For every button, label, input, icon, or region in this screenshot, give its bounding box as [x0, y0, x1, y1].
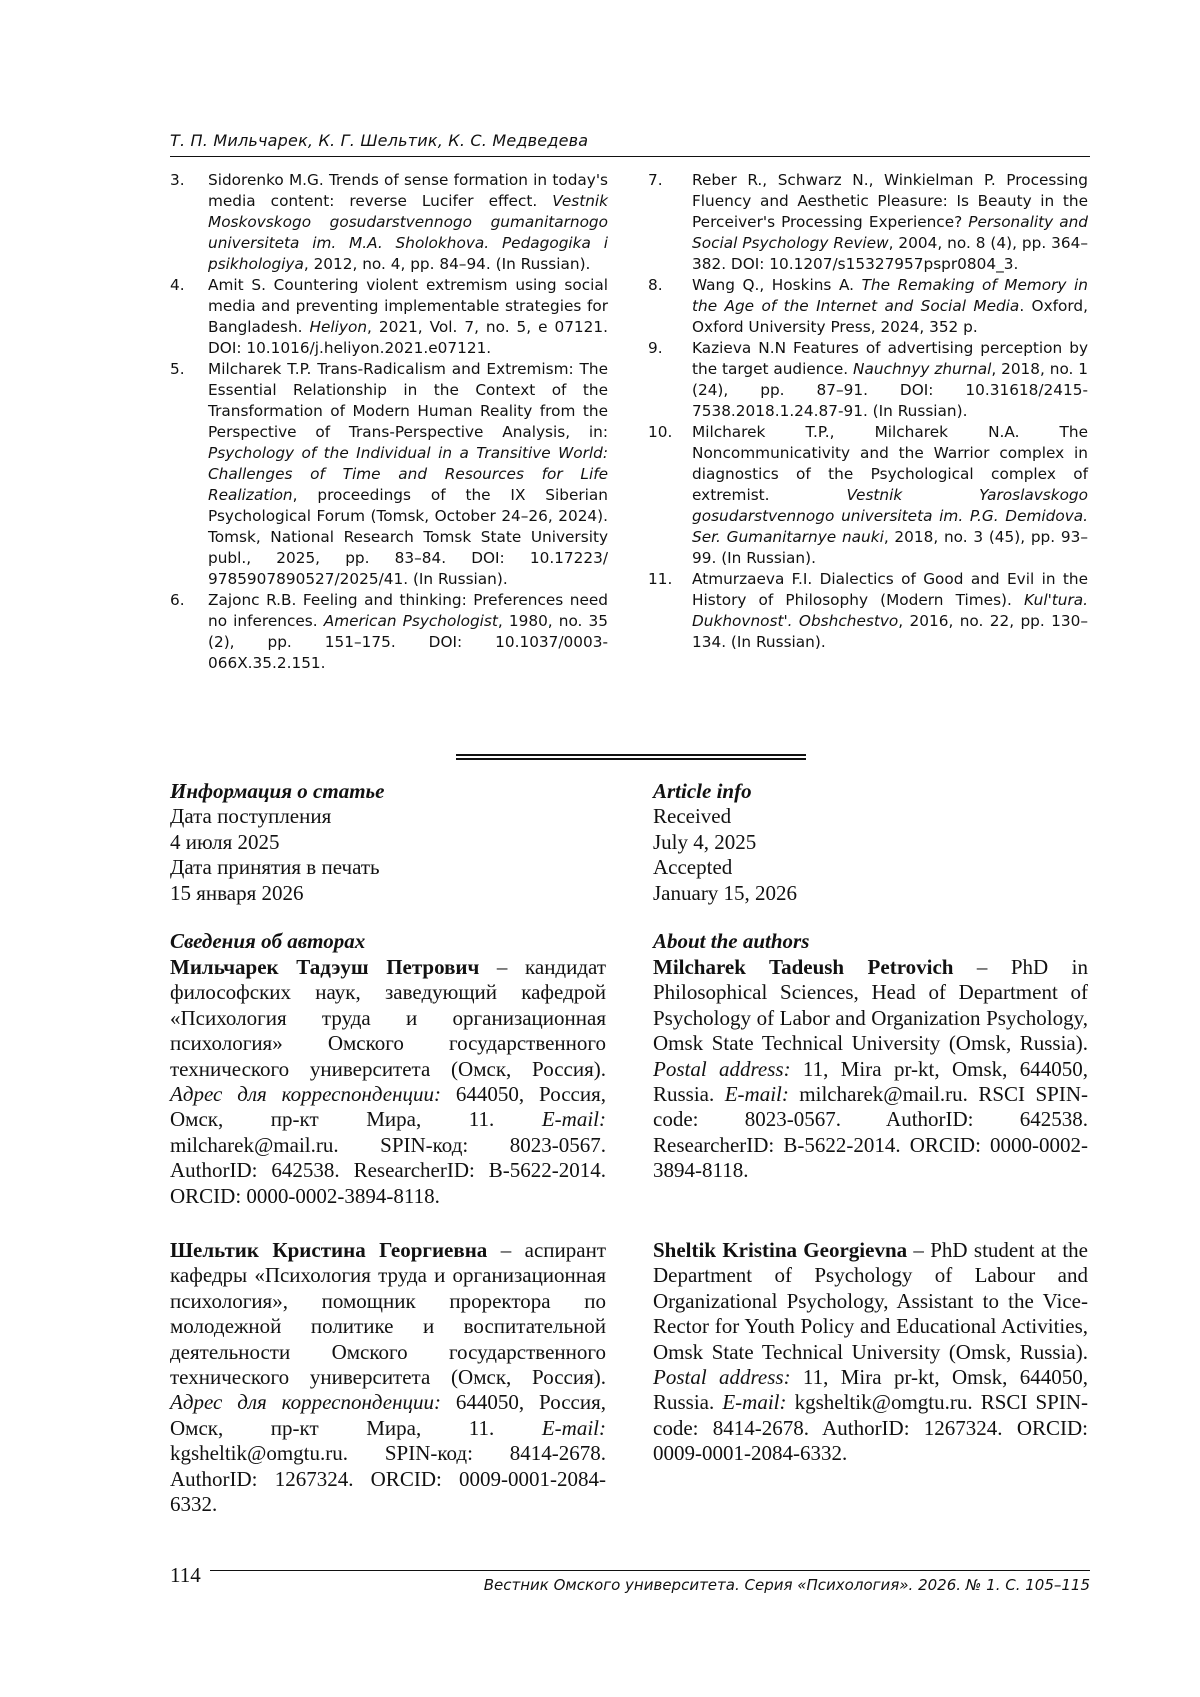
field-label: E-mail: — [722, 1390, 787, 1415]
authors-title-en — [653, 929, 1088, 954]
field-label: E-mail: — [541, 1107, 606, 1132]
field-label: Postal address: — [653, 1365, 791, 1390]
author-text: – кандидат философских наук, заведующий кафедрой «Психология труда и организационная психология» Омского государственного технического университета (Омск, Россия). — [170, 955, 606, 1081]
article-info-en — [653, 779, 1088, 906]
author-text: kgsheltik@omgtu.ru. SPIN-код: 8414-2678. AuthorID: 1267324. ORCID: 0009-0001-2084-6332. — [170, 1441, 606, 1517]
reference-number: 9. — [648, 339, 663, 357]
reference-text: Sidorenko M.G. Trends of sense formation in today's media content: reverse Lucifer effect. — [208, 171, 608, 210]
journal-citation: Вестник Омского университета. Серия «Психология». 2026. № 1. С. 105–115 — [483, 1576, 1090, 1594]
reference-source: Heliyon — [309, 318, 368, 336]
reference-item — [170, 359, 608, 590]
authors-section-title: Сведения об авторах — [170, 929, 366, 953]
reference-source: The Remaking of Memory in the Age of the Internet and Social Media — [692, 276, 1088, 315]
field-label: Адрес для корреспонденции: — [170, 1390, 442, 1415]
author-bio-en-sheltik — [653, 1238, 1088, 1467]
author-text: 11, Mira pr-kt, Omsk, 644050, Russia. — [653, 1056, 1088, 1107]
accepted-label: Дата принятия в печать — [170, 855, 380, 880]
reference-text: , 1980, no. 35 (2), pp. 151–175. DOI: 10.1037/0003-066X.35.2.151. — [208, 612, 608, 672]
author-name: Milcharek Tadeush Petrovich — [653, 955, 954, 979]
reference-number: 7. — [648, 171, 663, 189]
author-bio-ru-sheltik — [170, 1238, 606, 1517]
author-bio-ru-milcharek — [170, 955, 606, 1209]
accepted-date: 15 января 2026 — [170, 880, 304, 905]
reference-text: Zajonc R.B. Feeling and thinking: Preferences need no inferences. — [208, 591, 608, 630]
author-text: 644050, Россия, Омск, пр-кт Мира, 11. — [170, 1082, 606, 1132]
author-text: milcharek@mail.ru. RSCI SPIN-code: 8023-0567. AuthorID: 642538. ResearcherID: B-5622-2014. ORCID: 0000-0002-3894-8118. — [653, 1082, 1088, 1183]
reference-item — [170, 170, 608, 275]
reference-text: Milcharek T.P., Milcharek N.A. The Noncommunicativity and the Warrior complex in diagnostics of the Psychological complex of extremist. — [692, 423, 1088, 504]
reference-source: Nauchnyy zhurnal — [853, 360, 992, 378]
reference-number: 8. — [648, 276, 663, 294]
reference-item — [170, 275, 608, 359]
article-info-ru — [170, 779, 606, 906]
received-label: Received — [653, 804, 732, 829]
author-text: 644050, Россия, Омск, пр-кт Мира, 11. — [170, 1390, 606, 1440]
article-info-title: Article info — [653, 779, 752, 803]
reference-item — [648, 569, 1089, 653]
reference-item — [648, 422, 1088, 569]
authors-title-ru — [170, 929, 606, 954]
reference-item — [170, 590, 608, 674]
reference-source: Psychology of the Individual in a Transitive World: Challenges of Time and Resources for Life Realization — [208, 444, 608, 504]
reference-number: 3. — [170, 171, 185, 189]
reference-text: Wang Q., Hoskins A. — [692, 276, 862, 294]
author-text: – аспирант кафедры «Психология труда и организационная психология», помощник проректора по молодежной политике и воспитательной деятельности Омского государственного технического университета (Омск, Россия). — [170, 1238, 606, 1390]
reference-text: , 2021, Vol. 7, no. 5, e 07121. DOI: 10.1016/j.heliyon.2021.e07121. — [208, 318, 608, 357]
reference-number: 10. — [648, 423, 673, 441]
footer-rule — [210, 1570, 1090, 1571]
section-divider — [456, 754, 806, 760]
article-info-title: Информация о статье — [170, 779, 385, 803]
field-label: Postal address: — [653, 1056, 791, 1081]
reference-list — [648, 170, 1089, 653]
reference-source: Personality and Social Psychology Review — [692, 213, 1088, 252]
reference-source: Vestnik Yaroslavskogo gosudarstvennogo universiteta im. P.G. Demidova. Ser. Gumanitarnye nauki — [692, 486, 1088, 546]
received-label: Дата поступления — [170, 804, 332, 829]
authors-section-title: About the authors — [653, 929, 810, 953]
reference-number: 4. — [170, 276, 185, 294]
received-date: July 4, 2025 — [653, 829, 757, 854]
reference-number: 11. — [648, 570, 673, 588]
reference-list — [170, 170, 608, 674]
author-name: Шельтик Кристина Георгиевна — [170, 1238, 488, 1262]
reference-text: Milcharek T.P. Trans-Radicalism and Extremism: The Essential Relationship in the Context of the Transformation of Modern Human Reality from the Perspective of Trans-Perspective Analysis, in: — [208, 360, 608, 441]
reference-text: , 2012, no. 4, pp. 84–94. (In Russian). — [303, 255, 591, 273]
reference-item — [648, 275, 1088, 338]
reference-text: , proceedings of the IX Siberian Psychological Forum (Tomsk, October 24–26, 2024). Tomsk, National Research Tomsk State University publ., 2025, pp. 83–84. DOI: 10.17223/ 9785907890527/2025/41. (In Russian). — [208, 486, 608, 588]
author-text: – PhD student at the Department of Psychology of Labour and Organizational Psychology, Assistant to the Vice-Rector for Youth Policy and Educational Activities, Omsk State Technical University (Omsk, Russia). — [653, 1238, 1088, 1364]
reference-text: , 2004, no. 8 (4), pp. 364–382. DOI: 10.1207/s15327957pspr0804_3. — [692, 234, 1088, 273]
reference-text: . Oxford, Oxford University Press, 2024, 352 p. — [692, 297, 1088, 336]
reference-item — [648, 338, 1088, 422]
reference-text: , 2016, no. 22, pp. 130–134. (In Russian). — [692, 612, 1089, 651]
reference-text: Kazieva N.N Features of advertising perception by the target audience. — [692, 339, 1088, 378]
field-label: E-mail: — [724, 1082, 789, 1107]
reference-number: 6. — [170, 591, 185, 609]
references-left-column — [170, 170, 608, 674]
reference-source: American Psychologist — [323, 612, 498, 630]
field-label: E-mail: — [541, 1415, 606, 1440]
reference-text: , 2018, no. 1 (24), pp. 87–91. DOI: 10.31618/2415-7538.2018.1.24.87-91. (In Russian). — [692, 360, 1088, 420]
reference-text: Amit S. Countering violent extremism using social media and preventing implementable strategies for Bangladesh. — [208, 276, 608, 336]
reference-source: Kul'tura. Dukhovnost'. Obshchestvo — [692, 591, 1088, 630]
references-right-column — [648, 170, 1089, 653]
author-bio-en-milcharek — [653, 955, 1088, 1184]
received-date: 4 июля 2025 — [170, 829, 280, 854]
author-text: – PhD in Philosophical Sciences, Head of Department of Psychology of Labor and Organization Psychology, Omsk State Technical University (Omsk, Russia). — [653, 955, 1088, 1056]
reference-text: , 2018, no. 3 (45), pp. 93–99. (In Russian). — [692, 528, 1088, 567]
accepted-date: January 15, 2026 — [653, 880, 798, 905]
running-title: Т. П. Мильчарек, К. Г. Шельтик, К. С. Медведева — [170, 131, 589, 150]
reference-item — [648, 170, 1088, 275]
author-text: kgsheltik@omgtu.ru. RSCI SPIN-code: 8414-2678. AuthorID: 1267324. ORCID: 0009-0001-2084-6332. — [653, 1390, 1088, 1466]
author-text: milcharek@mail.ru. SPIN-код: 8023-0567. AuthorID: 642538. ResearcherID: B-5622-2014. ORCID: 0000-0002-3894-8118. — [170, 1132, 606, 1208]
reference-text: Reber R., Schwarz N., Winkielman P. Processing Fluency and Aesthetic Pleasure: Is Beauty in the Perceiver's Processing Experience? — [692, 171, 1088, 231]
author-name: Мильчарек Тадэуш Петрович — [170, 955, 480, 979]
author-text: 11, Mira pr-kt, Omsk, 644050, Russia. — [653, 1365, 1088, 1415]
page-number: 114 — [170, 1563, 201, 1587]
reference-source: Vestnik Moskovskogo gosudarstvennogo gumanitarnogo universiteta im. M.A. Sholokhova. Pedagogika i psikhologiya — [208, 192, 608, 273]
header-rule — [170, 156, 1090, 157]
accepted-label: Accepted — [653, 855, 733, 880]
author-name: Sheltik Kristina Georgievna — [653, 1238, 908, 1262]
reference-text: Atmurzaeva F.I. Dialectics of Good and Evil in the History of Philosophy (Modern Times). — [692, 570, 1088, 609]
field-label: Адрес для корреспонденции: — [170, 1082, 442, 1107]
reference-number: 5. — [170, 360, 185, 378]
